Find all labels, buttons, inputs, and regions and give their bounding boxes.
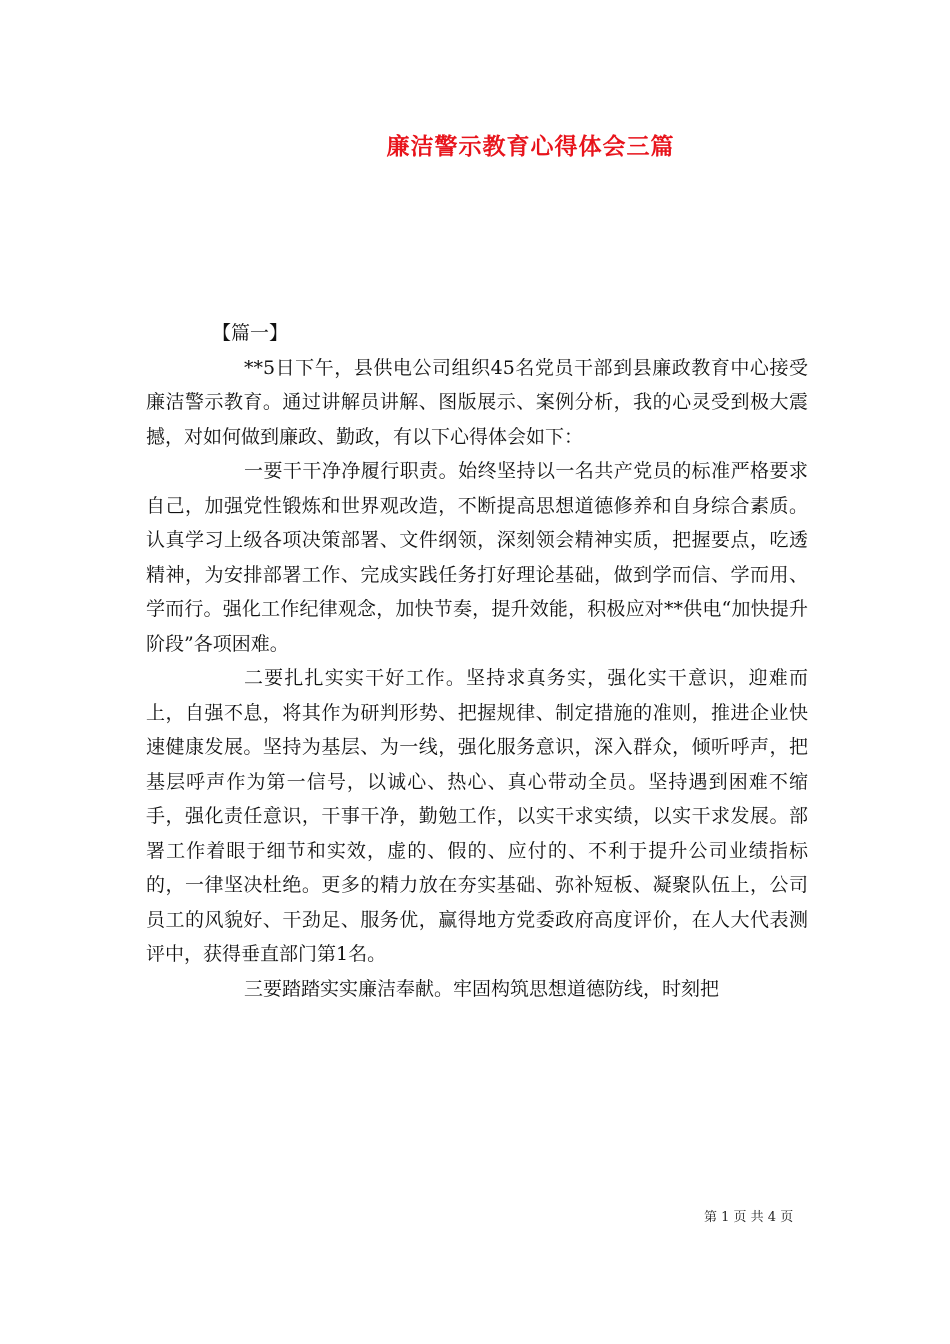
page-number: 第 1 页 共 4 页 [704, 1210, 794, 1225]
paragraph-point-three: 三要踏踏实实廉洁奉献。牢固构筑思想道德防线，时刻把 [244, 977, 720, 1000]
section-label: 【篇一】 [212, 322, 289, 344]
paragraph-point-one: 一要干干净净履行职责。始终坚持以一名共产党员的标准严格要求自己，加强党性锻炼和世界观改造，不断提高思想道德修养和自身综合素质。认真学习上级各项决策部署、文件纲领，深刻领会精神实质，把握要点，吃透精神，为安排部署工作、完成实践任务打好理论基础，做到学而信、学而用、学而行。强化工作纪律观念，加快节奏，提升效能，积极应对**供电“加快提升阶段”各项困难。 [146, 460, 808, 655]
paragraph-point-two: 二要扎扎实实干好工作。坚持求真务实，强化实干意识，迎难而上，自强不息，将其作为研判形势、把握规律、制定措施的准则，推进企业快速健康发展。坚持为基层、为一线，强化服务意识，深入群众，倾听呼声，把基层呼声作为第一信号，以诚心、热心、真心带动全员。坚持遇到困难不缩手，强化责任意识，干事干净，勤勉工作，以实干求实绩，以实干求发展。部署工作着眼于细节和实效，虚的、假的、应付的、不利于提升公司业绩指标的，一律坚决杜绝。更多的精力放在夯实基础、弥补短板、凝聚队伍上，公司员工的风貌好、干劲足、服务优，赢得地方党委政府高度评价，在人大代表测评中，获得垂直部门第1名。 [146, 667, 808, 965]
document-title: 廉洁警示教育心得体会三篇 [386, 133, 675, 160]
document-body [146, 316, 808, 1006]
paragraph-intro: **5日下午，县供电公司组织45名党员干部到县廉政教育中心接受廉洁警示教育。通过讲解员讲解、图版展示、案例分析，我的心灵受到极大震撼，对如何做到廉政、勤政，有以下心得体会如下： [146, 356, 808, 448]
